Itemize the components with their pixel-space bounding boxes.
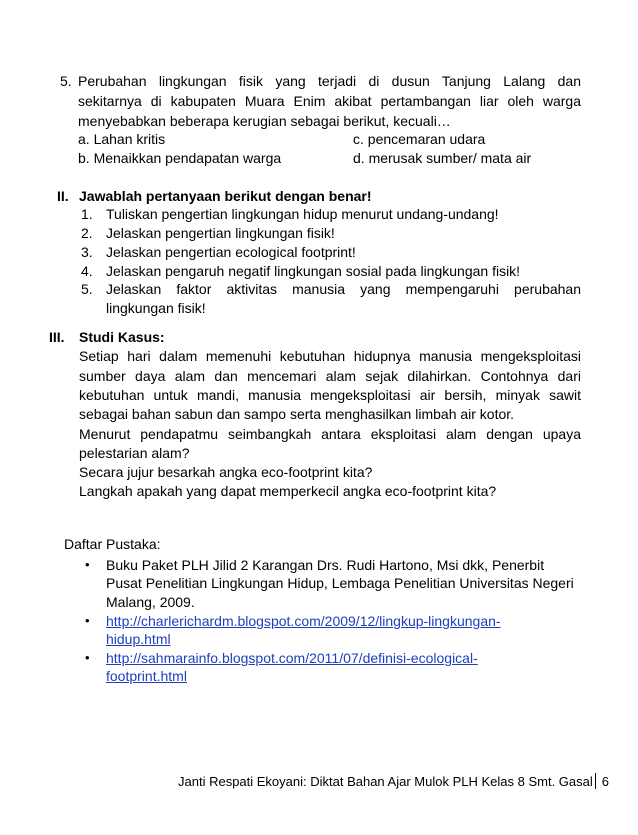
references-title: Daftar Pustaka: — [64, 536, 161, 552]
reference-link-line[interactable]: footprint.html — [106, 668, 187, 684]
option-a: a. Lahan kritis — [78, 131, 166, 147]
question-text-line: sekitarnya di kabupaten Muara Enim akibat pertambangan liar oleh warga — [78, 93, 581, 109]
question-line: pelestarian alam? — [79, 445, 190, 461]
option-c: c. pencemaran udara — [353, 131, 486, 147]
item-text-line: lingkungan fisik! — [106, 300, 206, 316]
option-b: b. Menaikkan pendapatan warga — [78, 150, 282, 166]
bullet-icon: • — [85, 613, 90, 628]
item-number: 1. — [81, 206, 93, 222]
section-numeral: III. — [49, 329, 65, 345]
paragraph-line: sebagai bahan sabun dan sampo serta menghasilkan limbah air kotor. — [79, 406, 515, 422]
question-text-line: menyebabkan beberapa kerugian sebagai berikut, kecuali… — [78, 113, 451, 129]
item-number: 5. — [81, 281, 93, 297]
item-number: 2. — [81, 225, 93, 241]
reference-link-line[interactable]: http://sahmarainfo.blogspot.com/2011/07/definisi-ecological- — [106, 650, 478, 666]
reference-link-line[interactable]: http://charlerichardm.blogspot.com/2009/12/lingkup-lingkungan- — [106, 613, 501, 629]
section-title: Jawablah pertanyaan berikut dengan benar! — [79, 188, 372, 204]
item-text: Jelaskan pengertian lingkungan fisik! — [106, 225, 335, 241]
paragraph-line: kebutuhan untuk mandi, manusia mengeksploitasi air bersih, minyak sawit — [79, 387, 581, 403]
item-text-line: Jelaskan faktor aktivitas manusia yang mempengaruhi perubahan — [106, 281, 581, 297]
question-number: 5. — [60, 73, 72, 89]
question-line: Menurut pendapatmu seimbangkah antara eksploitasi alam dengan upaya — [79, 426, 581, 442]
footer-divider — [595, 773, 596, 789]
section-title: Studi Kasus: — [79, 329, 165, 345]
reference-book-line: Pusat Penelitian Lingkungan Hidup, Lembaga Penelitian Universitas Negeri — [106, 575, 574, 591]
reference-link-2[interactable] — [106, 648, 478, 668]
item-text: Tuliskan pengertian lingkungan hidup menurut undang-undang! — [106, 206, 499, 222]
question-line: Secara jujur besarkah angka eco-footprint kita? — [79, 464, 373, 480]
item-number: 4. — [81, 263, 93, 279]
section-numeral: II. — [57, 188, 69, 204]
option-d: d. merusak sumber/ mata air — [353, 150, 532, 166]
bullet-icon: • — [85, 557, 90, 572]
page-footer — [178, 772, 609, 792]
reference-book-line: Malang, 2009. — [106, 594, 195, 610]
item-number: 3. — [81, 244, 93, 260]
item-text: Jelaskan pengaruh negatif lingkungan sosial pada lingkungan fisik! — [106, 263, 521, 279]
footer-text: Janti Respati Ekoyani: Diktat Bahan Ajar Mulok PLH Kelas 8 Smt. Gasal — [178, 774, 593, 789]
question-text-line: Perubahan lingkungan fisik yang terjadi di dusun Tanjung Lalang dan — [78, 73, 581, 89]
reference-link-line[interactable]: hidup.html — [106, 631, 171, 647]
bullet-icon: • — [85, 650, 90, 665]
reference-link-2-cont[interactable] — [106, 666, 187, 686]
question-line: Langkah apakah yang dapat memperkecil angka eco-footprint kita? — [79, 483, 497, 499]
reference-link-1-cont[interactable] — [106, 629, 171, 649]
reference-link-1[interactable] — [106, 611, 501, 631]
page-number: 6 — [601, 774, 609, 789]
reference-book-line: Buku Paket PLH Jilid 2 Karangan Drs. Rudi Hartono, Msi dkk, Penerbit — [106, 557, 545, 573]
item-text: Jelaskan pengertian ecological footprint! — [106, 244, 356, 260]
paragraph-line: sumber daya alam dan mencemari alam sejak dilahirkan. Contohnya dari — [79, 368, 581, 384]
paragraph-line: Setiap hari dalam memenuhi kebutuhan hidupnya manusia mengeksploitasi — [79, 348, 581, 364]
